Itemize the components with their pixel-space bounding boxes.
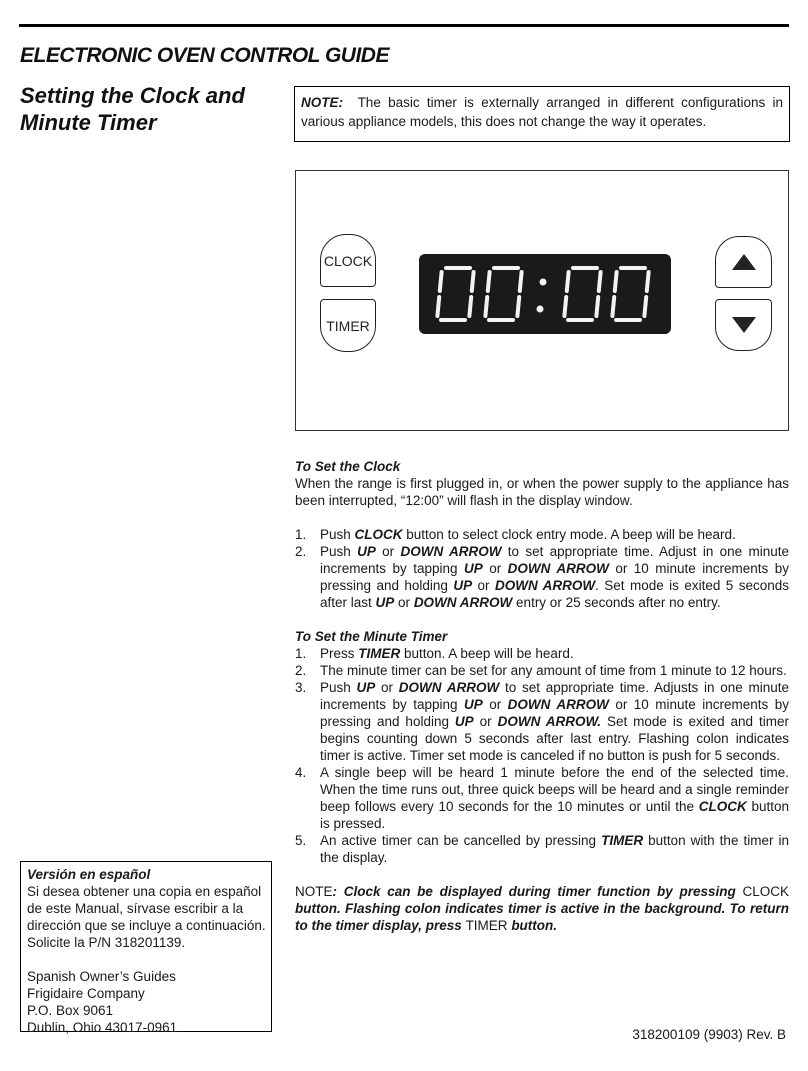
- spanish-version-box: [20, 861, 272, 1035]
- digit-segment: [612, 297, 614, 316]
- step-item: [295, 645, 789, 662]
- digital-display: [419, 254, 671, 334]
- spanish-line: Si desea obtener una copia en español: [27, 884, 262, 899]
- timer-note: [295, 883, 789, 934]
- emphasis-text: CLOCK: [698, 799, 747, 814]
- body-text: A single beep will be heard 1 minute before the end of the selected time. When the time runs out, three quick beeps will be heard and a single reminder beep follows every 10 seconds for the 10 minutes or until the: [320, 765, 789, 814]
- digit-segment: [596, 297, 598, 316]
- emphasis-text: TIMER: [358, 646, 401, 661]
- body-text: Push: [320, 527, 355, 542]
- timer-section-title: To Set the Minute Timer: [295, 629, 448, 644]
- body-text: or: [482, 561, 508, 576]
- digit-segment: [520, 272, 522, 291]
- digit-segment: [488, 272, 490, 291]
- step-number: 1.: [295, 527, 307, 542]
- step-number: 3.: [295, 680, 307, 695]
- body-text: button to select clock entry mode. A beep will be heard.: [402, 527, 736, 542]
- step-item: [295, 832, 789, 866]
- address-line: Dublin, Ohio 43017-0961: [27, 1020, 178, 1035]
- body-text: to set appropriate time. Adjusts in one minute increments by tapping: [320, 680, 790, 712]
- down-arrow-icon: [730, 315, 758, 335]
- emphasis-text: button. Flashing colon indicates timer is active in the background. To return to the timer display, press: [295, 901, 789, 933]
- section-title-line2: Minute Timer: [20, 110, 157, 135]
- digit-segment: [615, 272, 617, 291]
- note-box: [294, 86, 790, 142]
- digit-segment: [437, 297, 439, 316]
- digit-segment: [469, 297, 471, 316]
- body-text: or: [375, 544, 401, 559]
- body-text: or: [375, 680, 399, 695]
- header-rule: [19, 24, 789, 27]
- emphasis-text: DOWN ARROW: [398, 680, 500, 695]
- body-text: NOTE: [295, 884, 333, 899]
- digit-segment: [647, 272, 649, 291]
- body-text: Press: [320, 646, 359, 661]
- colon-top-dot: [540, 279, 547, 286]
- address-line: P.O. Box 9061: [27, 1003, 114, 1018]
- body-text: CLOCK: [742, 884, 789, 899]
- digit-segment: [517, 297, 519, 316]
- digit-segment: [440, 272, 442, 291]
- emphasis-text: DOWN ARROW: [400, 544, 502, 559]
- note-label: NOTE:: [301, 95, 343, 110]
- emphasis-text: UP: [463, 561, 483, 576]
- step-item: [295, 764, 789, 832]
- body-text: or 10 minute increments by pressing and holding: [320, 697, 790, 729]
- body-text: or: [394, 595, 414, 610]
- spanish-line: de este Manual, sírvase escribir a la: [27, 901, 244, 916]
- step-number: 2.: [295, 663, 307, 678]
- body-text: An active timer can be cancelled by pressing: [320, 833, 602, 848]
- body-text: Push: [320, 680, 357, 695]
- emphasis-text: UP: [357, 544, 376, 559]
- spanish-line: Solicite la P/N 318201139.: [27, 935, 186, 950]
- section-title-line1: Setting the Clock and: [20, 83, 245, 108]
- digit-segment: [599, 272, 601, 291]
- body-text: button. A beep will be heard.: [400, 646, 574, 661]
- digit-segment: [564, 297, 566, 316]
- up-arrow-icon: [730, 252, 758, 272]
- step-number: 2.: [295, 544, 307, 559]
- up-arrow-button[interactable]: [715, 236, 772, 288]
- digit-segment: [472, 272, 474, 291]
- body-text: to set appropriate time. Adjust in one minute increments by tapping: [320, 544, 790, 576]
- section-title: [20, 82, 290, 136]
- step-item: [295, 543, 789, 611]
- emphasis-text: DOWN ARROW: [507, 561, 609, 576]
- emphasis-text: UP: [356, 680, 376, 695]
- body-text: or: [472, 578, 495, 593]
- step-number: 5.: [295, 833, 307, 848]
- part-number: 318200109 (9903) Rev. B: [632, 1027, 786, 1042]
- body-text: Push: [320, 544, 358, 559]
- step-item: [295, 679, 789, 764]
- body-text: or: [473, 714, 498, 729]
- emphasis-text: DOWN ARROW: [507, 697, 609, 712]
- address-line: Spanish Owner’s Guides: [27, 969, 176, 984]
- address-line: Frigidaire Company: [27, 986, 145, 1001]
- body-text: TIMER: [465, 918, 508, 933]
- body-text: . Set mode is exited 5 seconds after last: [320, 578, 789, 610]
- digit-segment: [485, 297, 487, 316]
- emphasis-text: UP: [463, 697, 483, 712]
- clock-button[interactable]: CLOCK: [320, 234, 376, 287]
- timer-button[interactable]: TIMER: [320, 299, 376, 352]
- step-item: [295, 662, 789, 679]
- emphasis-text: UP: [375, 595, 395, 610]
- emphasis-text: UP: [454, 714, 474, 729]
- clock-steps: [295, 526, 789, 611]
- digit-segment: [644, 297, 646, 316]
- emphasis-text: button.: [507, 918, 558, 933]
- emphasis-text: DOWN ARROW: [413, 595, 513, 610]
- spanish-heading: Versión en español: [27, 867, 151, 882]
- note-text: The basic timer is externally arranged in different configurations in various appliance models, this does not change the way it operates.: [301, 95, 783, 129]
- body-text: button with the timer in the display.: [320, 833, 790, 865]
- digit-segment: [567, 272, 569, 291]
- page-title: ELECTRONIC OVEN CONTROL GUIDE: [20, 44, 389, 67]
- emphasis-text: TIMER: [601, 833, 644, 848]
- body-text: Set mode is exited and timer begins counting down 5 seconds after last entry. Flashing colon indicates timer is active. Timer set mode is canceled if no button is push for 5 seconds.: [320, 714, 789, 763]
- step-number: 4.: [295, 765, 307, 780]
- body-text: The minute timer can be set for any amount of time from 1 minute to 12 hours.: [320, 663, 787, 678]
- down-arrow-button[interactable]: [715, 299, 772, 351]
- emphasis-text: UP: [453, 578, 473, 593]
- emphasis-text: DOWN ARROW: [494, 578, 596, 593]
- clock-section-title: To Set the Clock: [295, 459, 401, 474]
- emphasis-text: DOWN ARROW.: [497, 714, 601, 729]
- body-text: entry or 25 seconds after no entry.: [512, 595, 721, 610]
- spanish-line: dirección que se incluye a continuación.: [27, 918, 266, 933]
- emphasis-text: : Clock can be displayed during timer function by pressing: [332, 884, 743, 899]
- step-number: 1.: [295, 646, 307, 661]
- colon-bottom-dot: [537, 306, 544, 313]
- body-text: or: [482, 697, 508, 712]
- timer-steps: [295, 645, 789, 866]
- display-digits: [419, 254, 671, 334]
- emphasis-text: CLOCK: [354, 527, 403, 542]
- instructions: [295, 458, 789, 934]
- body-text: or 10 minute increments by pressing and holding: [320, 561, 790, 593]
- clock-intro: When the range is first plugged in, or when the power supply to the appliance has been interrupted, “12:00” will flash in the display window.: [295, 476, 789, 508]
- step-item: [295, 526, 789, 543]
- body-text: button is pressed.: [320, 799, 789, 831]
- control-panel-illustration: [295, 170, 789, 431]
